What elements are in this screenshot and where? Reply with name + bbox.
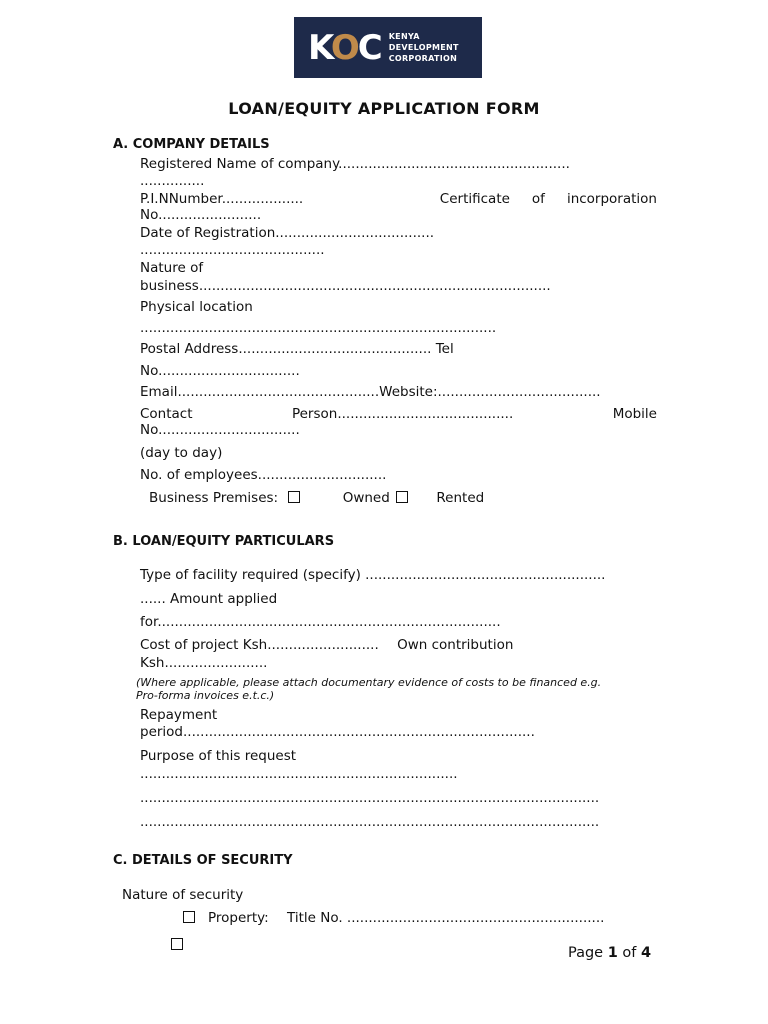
checkbox-icon[interactable] — [171, 938, 183, 950]
nature-of-business-label: Nature of — [140, 260, 204, 276]
purpose-label: Purpose of this request — [140, 748, 297, 764]
logo-mark: KOC — [308, 27, 381, 68]
purpose-field-line-2[interactable]: ........................................................................................................... — [140, 790, 600, 806]
amount-applied-field[interactable]: for................................................................................ — [140, 614, 501, 630]
mobile-no-field[interactable]: No................................. — [140, 422, 300, 438]
purpose-field-line-3[interactable]: ........................................................................................................... — [140, 814, 600, 830]
email-website-field[interactable]: Email...............................................Website:...................................... — [140, 384, 601, 400]
facility-type-field[interactable]: Type of facility required (specify) ........................................................ — [140, 567, 606, 583]
cost-contribution-line[interactable]: Cost of project Ksh.......................... Own contribution — [140, 637, 514, 653]
employees-field[interactable]: No. of employees.............................. — [140, 467, 387, 483]
property-title-line[interactable]: Property: Title No. ............................................................ — [208, 910, 605, 926]
form-title: LOAN/EQUITY APPLICATION FORM — [228, 99, 540, 118]
business-premises-row — [149, 490, 484, 506]
repayment-label: Repayment — [140, 707, 218, 723]
attachment-note: (Where applicable, please attach documentary evidence of costs to be financed e.g. Pro-forma invoices e.t.c.) — [136, 676, 602, 702]
own-contribution-field[interactable]: Ksh........................ — [140, 655, 268, 671]
registered-name-field-cont[interactable]: ............... — [140, 173, 205, 189]
physical-location-label: Physical location — [140, 299, 253, 315]
logo-wordmark: KENYA DEVELOPMENT CORPORATION — [388, 32, 459, 63]
physical-location-field[interactable]: ................................................................................... — [140, 320, 497, 336]
contact-person-line[interactable]: Contact Person......................................... Mobile — [140, 406, 657, 422]
nature-of-security-label: Nature of security — [122, 887, 244, 903]
nature-of-business-field[interactable]: business.................................................................................. — [140, 278, 551, 294]
repayment-period-field[interactable]: period.................................................................................. — [140, 724, 535, 740]
section-b-heading: B. LOAN/EQUITY PARTICULARS — [113, 534, 335, 549]
section-a-heading: A. COMPANY DETAILS — [113, 137, 270, 152]
tel-no-field[interactable]: No................................. — [140, 363, 300, 379]
pin-certificate-line[interactable]: P.I.N Number................... Certificate of incorporation — [140, 191, 657, 207]
date-of-registration-field-cont[interactable]: ........................................... — [140, 242, 325, 258]
page-number: Page 1 of 4 — [568, 945, 652, 961]
checkbox-icon[interactable] — [288, 491, 300, 503]
postal-address-field[interactable]: Postal Address............................................. Tel — [140, 341, 454, 357]
business-premises-label: Business Premises: — [149, 490, 279, 506]
owned-label: Owned — [342, 490, 390, 506]
kdc-logo — [294, 17, 482, 78]
certificate-no-field[interactable]: No........................ — [140, 207, 262, 223]
checkbox-icon[interactable] — [183, 911, 195, 923]
purpose-field-line-1[interactable]: .......................................................................... — [140, 766, 458, 782]
date-of-registration-field[interactable]: Date of Registration..................................... — [140, 225, 435, 241]
rented-label: Rented — [436, 490, 485, 506]
registered-name-field[interactable]: Registered Name of company...................................................... — [140, 156, 570, 172]
amount-applied-label: ...... Amount applied — [140, 591, 278, 607]
checkbox-icon[interactable] — [396, 491, 408, 503]
section-c-heading: C. DETAILS OF SECURITY — [113, 853, 293, 868]
day-to-day-label: (day to day) — [140, 445, 223, 461]
